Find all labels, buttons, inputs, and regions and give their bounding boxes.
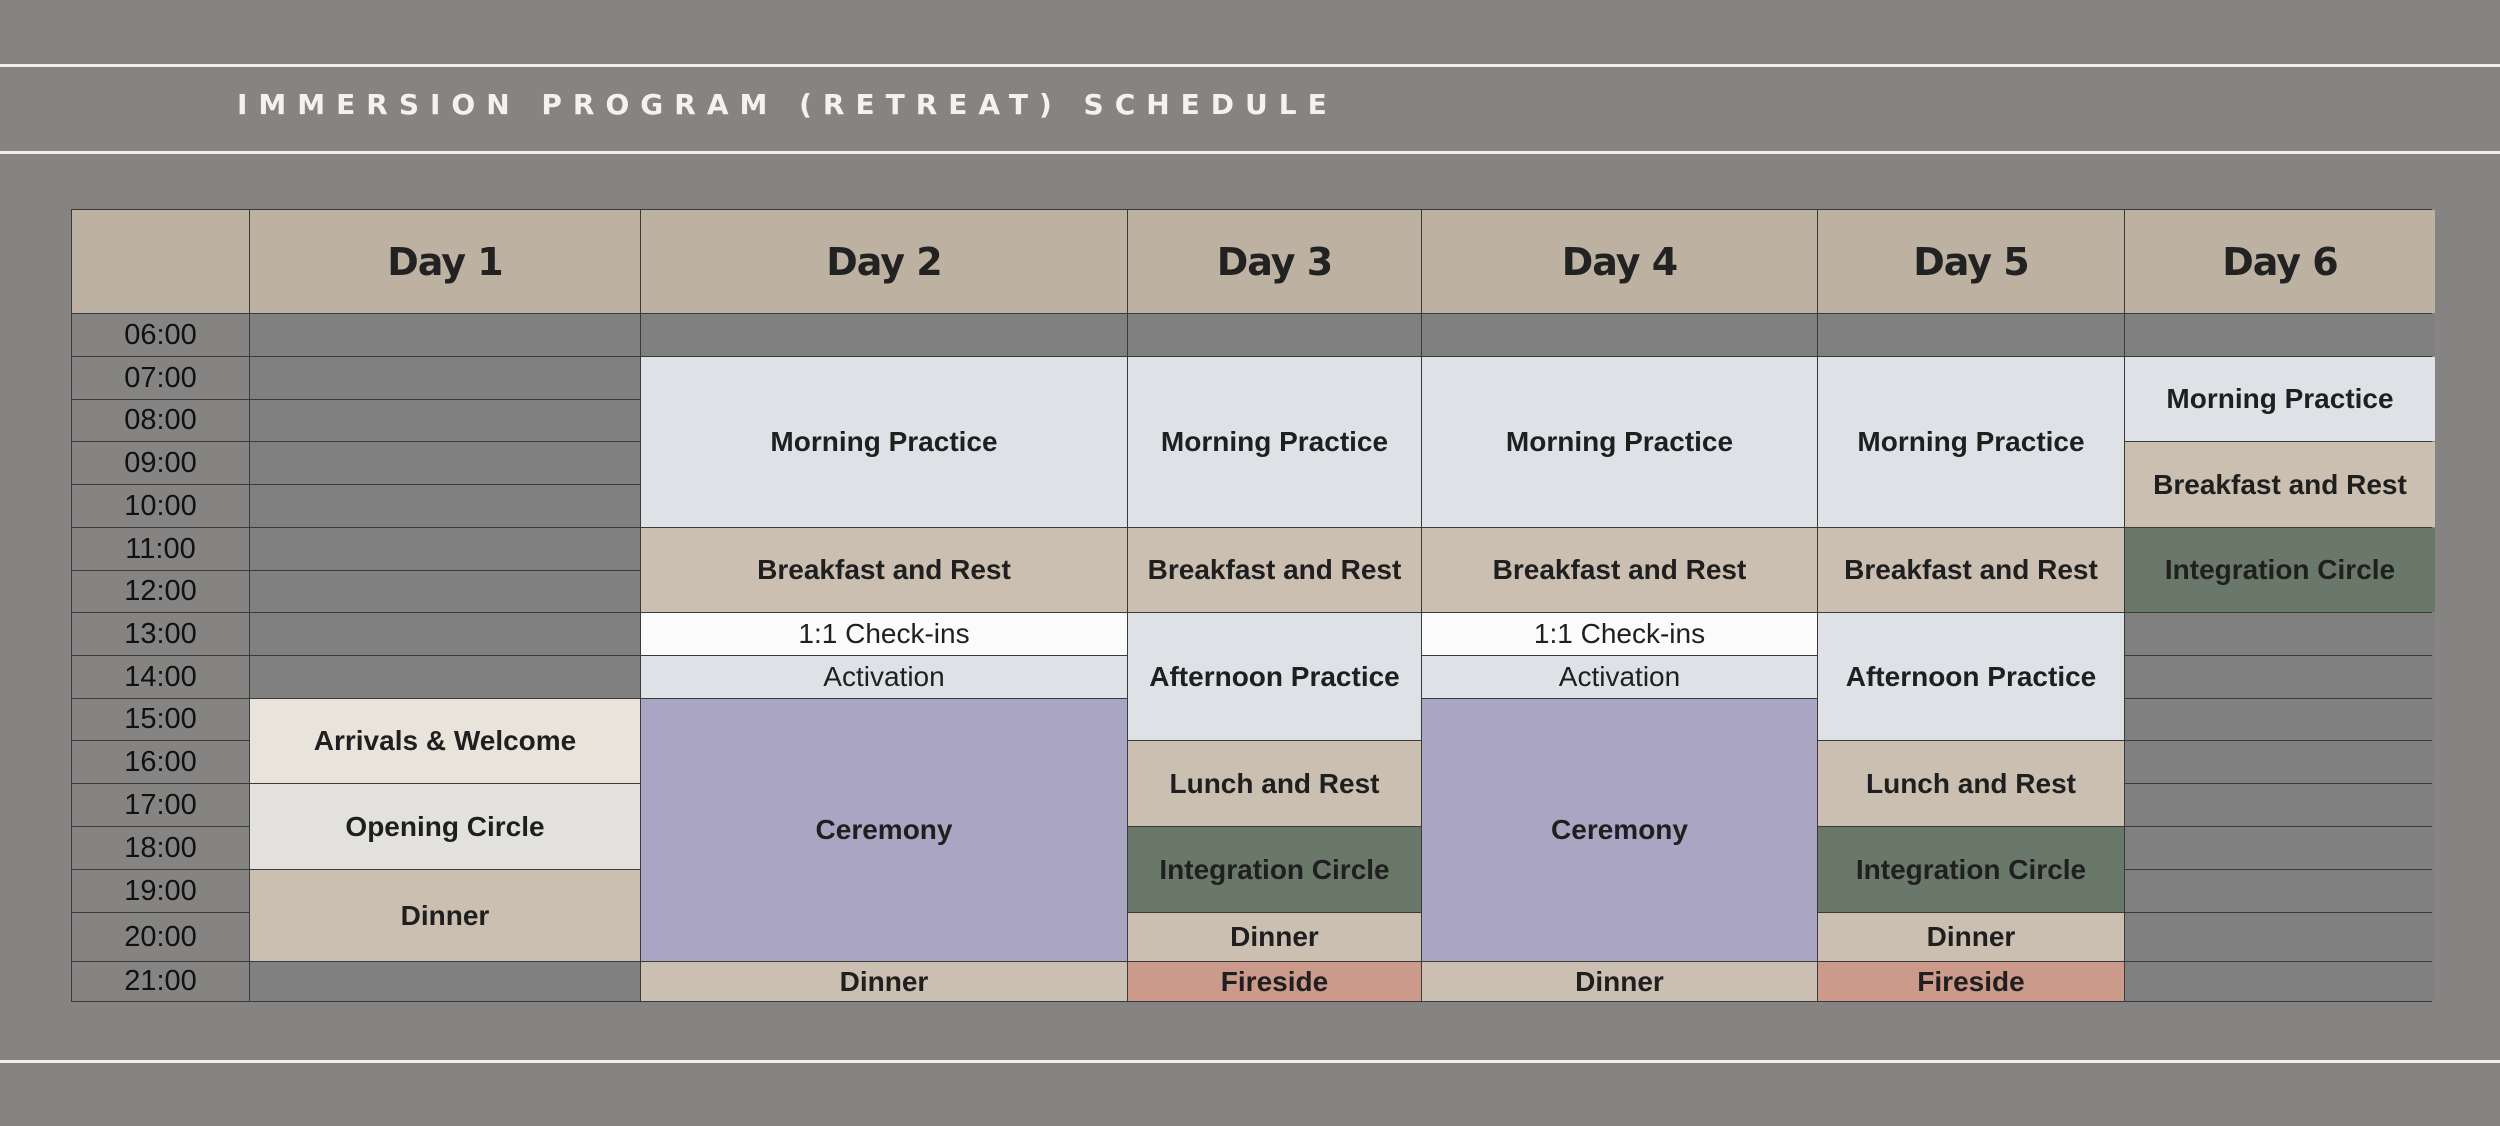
empty-slot	[250, 485, 640, 527]
event-morning-practice: Morning Practice	[1422, 357, 1817, 527]
top-divider-line	[0, 64, 2500, 67]
event-dinner: Dinner	[641, 962, 1127, 1001]
event-dinner: Dinner	[250, 870, 640, 961]
empty-slot	[250, 400, 640, 441]
empty-slot	[250, 613, 640, 655]
event-opening-circle: Opening Circle	[250, 784, 640, 869]
time-label: 06:00	[72, 314, 249, 356]
empty-slot	[250, 357, 640, 399]
event-activation: Activation	[1422, 656, 1817, 698]
time-label: 09:00	[72, 442, 249, 484]
time-label: 07:00	[72, 357, 249, 399]
empty-slot	[2125, 314, 2435, 356]
empty-slot	[641, 314, 1127, 356]
event-activation: Activation	[641, 656, 1127, 698]
empty-slot	[250, 528, 640, 570]
empty-slot	[2125, 962, 2435, 1001]
time-label: 14:00	[72, 656, 249, 698]
time-label: 12:00	[72, 571, 249, 612]
event-integration-circle: Integration Circle	[1128, 827, 1421, 912]
time-label: 19:00	[72, 870, 249, 912]
schedule-grid	[71, 209, 2432, 1002]
event-checkins: 1:1 Check-ins	[1422, 613, 1817, 655]
time-label: 21:00	[72, 962, 249, 1001]
corner-header	[72, 210, 249, 313]
empty-slot	[2125, 699, 2435, 740]
time-label: 15:00	[72, 699, 249, 740]
empty-slot	[1128, 314, 1421, 356]
event-dinner: Dinner	[1422, 962, 1817, 1001]
empty-slot	[1422, 314, 1817, 356]
event-lunch-rest: Lunch and Rest	[1128, 741, 1421, 826]
day-header: Day 5	[1818, 210, 2124, 313]
time-label: 10:00	[72, 485, 249, 527]
time-label: 11:00	[72, 528, 249, 570]
day-header: Day 6	[2125, 210, 2435, 313]
event-morning-practice: Morning Practice	[641, 357, 1127, 527]
time-label: 18:00	[72, 827, 249, 869]
event-integration-circle: Integration Circle	[2125, 528, 2435, 612]
day-header: Day 1	[250, 210, 640, 313]
time-label: 16:00	[72, 741, 249, 783]
time-label: 17:00	[72, 784, 249, 826]
empty-slot	[2125, 913, 2435, 961]
empty-slot	[2125, 613, 2435, 655]
title-divider-line	[0, 151, 2500, 154]
event-fireside: Fireside	[1818, 962, 2124, 1001]
event-dinner: Dinner	[1818, 913, 2124, 961]
empty-slot	[2125, 827, 2435, 869]
event-integration-circle: Integration Circle	[1818, 827, 2124, 912]
event-dinner: Dinner	[1128, 913, 1421, 961]
day-header: Day 4	[1422, 210, 1817, 313]
event-breakfast-rest: Breakfast and Rest	[1422, 528, 1817, 612]
empty-slot	[250, 656, 640, 698]
time-label: 13:00	[72, 613, 249, 655]
day-header: Day 3	[1128, 210, 1421, 313]
day-header: Day 2	[641, 210, 1127, 313]
event-lunch-rest: Lunch and Rest	[1818, 741, 2124, 826]
event-fireside: Fireside	[1128, 962, 1421, 1001]
event-afternoon-practice: Afternoon Practice	[1818, 613, 2124, 740]
event-breakfast-rest: Breakfast and Rest	[1128, 528, 1421, 612]
event-morning-practice: Morning Practice	[1128, 357, 1421, 527]
event-arrivals-welcome: Arrivals & Welcome	[250, 699, 640, 783]
event-ceremony: Ceremony	[1422, 699, 1817, 961]
empty-slot	[250, 314, 640, 356]
event-morning-practice: Morning Practice	[2125, 357, 2435, 441]
empty-slot	[2125, 741, 2435, 783]
bottom-divider-line	[0, 1060, 2500, 1063]
time-label: 20:00	[72, 913, 249, 961]
empty-slot	[250, 962, 640, 1001]
event-ceremony: Ceremony	[641, 699, 1127, 961]
time-label: 08:00	[72, 400, 249, 441]
empty-slot	[250, 442, 640, 484]
empty-slot	[250, 571, 640, 612]
event-breakfast-rest: Breakfast and Rest	[641, 528, 1127, 612]
empty-slot	[1818, 314, 2124, 356]
page-title: IMMERSION PROGRAM (RETREAT) SCHEDULE	[237, 88, 1338, 121]
empty-slot	[2125, 784, 2435, 826]
event-breakfast-rest: Breakfast and Rest	[1818, 528, 2124, 612]
event-breakfast-rest: Breakfast and Rest	[2125, 442, 2435, 527]
empty-slot	[2125, 656, 2435, 698]
empty-slot	[2125, 870, 2435, 912]
event-afternoon-practice: Afternoon Practice	[1128, 613, 1421, 740]
event-morning-practice: Morning Practice	[1818, 357, 2124, 527]
event-checkins: 1:1 Check-ins	[641, 613, 1127, 655]
